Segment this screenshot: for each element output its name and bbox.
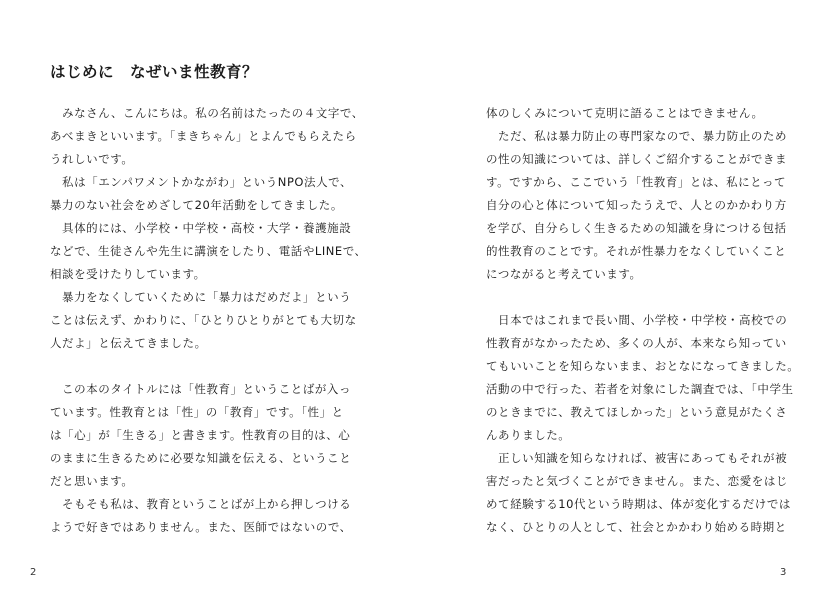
text-line: 活動の中で行った、若者を対象にした調査では、「中学生 — [486, 382, 794, 396]
paragraph-gap — [486, 286, 768, 309]
text-line: そもそも私は、教育ということばが上から押しつける — [50, 497, 352, 511]
right-body-text — [486, 102, 800, 539]
page-number: 2 — [30, 567, 37, 578]
text-line: 日本ではこれまで長い間、小学校・中学校・高校での — [486, 313, 788, 327]
text-line: あべまきといいます。「まきちゃん」とよんでもらえたら — [50, 129, 357, 143]
text-line: ようで好きではありません。また、医師ではないので、 — [50, 520, 352, 534]
text-line: めて経験する10代という時期は、体が変化するだけでは — [486, 497, 791, 511]
text-line: ただ、私は暴力防止の専門家なので、暴力防止のため — [486, 129, 788, 143]
text-line: 私は「エンパワメントかながわ」というNPO法人で、 — [50, 175, 353, 189]
text-line: 体のしくみについて克明に語ることはできません。 — [486, 106, 764, 120]
text-line: 相談を受けたりしています。 — [50, 267, 206, 281]
text-line: 人だよ」と伝えてきました。 — [50, 336, 207, 350]
text-line: ています。性教育とは「性」の「教育」です。「性」と — [50, 405, 344, 419]
text-line: だと思います。 — [50, 474, 134, 488]
text-line: うれしいです。 — [50, 152, 134, 166]
text-line: などで、生徒さんや先生に講演をしたり、電話やLINEで、 — [50, 244, 367, 258]
text-line: この本のタイトルには「性教育」ということばが入っ — [50, 382, 352, 396]
text-line: す。ですから、ここでいう「性教育」とは、私にとって — [486, 175, 787, 189]
text-line: につながると考えています。 — [486, 267, 642, 281]
text-line: 暴力のない社会をめざして20年活動をしてきました。 — [50, 198, 343, 212]
text-line: 自分の心と体について知ったうえで、人とのかかわり方 — [486, 198, 787, 212]
text-line: ことは伝えず、かわりに、「ひとりひとりがとても大切な — [50, 313, 357, 327]
text-line: んありました。 — [486, 428, 571, 442]
text-line: なく、ひとりの人として、社会とかかわり始める時期と — [486, 520, 787, 534]
text-line: 害だったと気づくことができません。また、恋愛をはじ — [486, 474, 788, 488]
text-line: を学び、自分らしく生きるための知識を身につける包括 — [486, 221, 787, 235]
text-line: 的性教育のことです。それが性暴力をなくしていくこと — [486, 244, 787, 258]
text-line: みなさん、こんにちは。私の名前はたったの４文字で、 — [50, 106, 364, 120]
page-number: 3 — [780, 567, 787, 578]
text-line: のままに生きるために必要な知識を伝える、ということ — [50, 451, 352, 465]
text-line: 正しい知識を知らなければ、被害にあってもそれが被 — [486, 451, 788, 465]
chapter-title: はじめに なぜいま性教育？ — [50, 63, 259, 81]
text-line: は「心」が「生きる」と書きます。性教育の目的は、心 — [50, 428, 351, 442]
paragraph-gap — [50, 355, 332, 378]
text-line: 暴力をなくしていくために「暴力はだめだよ」という — [50, 290, 352, 304]
right-page — [408, 0, 816, 599]
text-line: 具体的には、小学校・中学校・高校・大学・養護施設 — [50, 221, 352, 235]
text-line: の性の知識については、詳しくご紹介することができま — [486, 152, 788, 166]
left-body-text — [50, 102, 367, 539]
text-line: のときまでに、教えてほしかった」という意見がたくさ — [486, 405, 788, 419]
text-line: てもいいことを知らないまま、おとなになってきました。 — [486, 359, 800, 373]
text-line: 性教育がなかったため、多くの人が、本来なら知ってい — [486, 336, 787, 350]
